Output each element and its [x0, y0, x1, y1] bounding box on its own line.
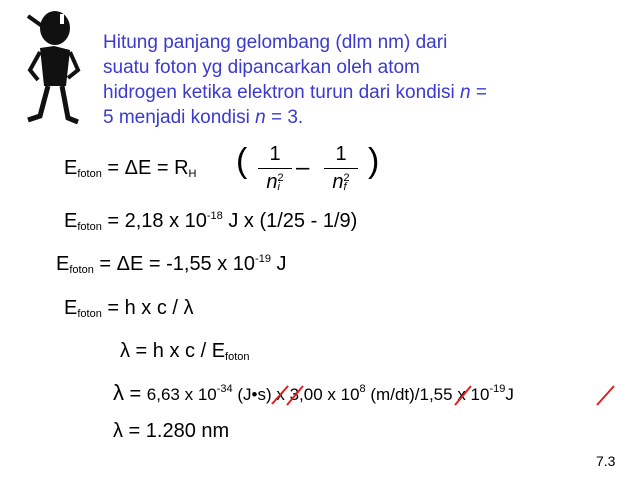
eq4-lhs-sub: foton [77, 308, 102, 320]
eq2-end: J x (1/25 - 1/9) [222, 210, 358, 232]
eq2-exponent: -18 [206, 210, 223, 222]
eq6-planck-exp: -34 [216, 383, 233, 395]
eq6-energy: (m/dt)/1,55 x 10 [365, 385, 490, 404]
eq6-planck: 6,63 x 10 [146, 385, 217, 404]
question-line-3-text: hidrogen ketika elektron turun dari kondisi [103, 82, 460, 103]
eq1-middle: = ΔE = R [101, 157, 189, 179]
cancel-mark-dt [455, 386, 471, 405]
fraction-final-sub: f [343, 181, 347, 193]
cancel-mark-seconds [287, 386, 303, 405]
fraction-final-n: n [332, 171, 344, 193]
minus-sign: – [296, 154, 310, 181]
slide-number: 7.3 [596, 453, 616, 469]
question-line-2: suatu foton yg dipancarkan oleh atom [103, 57, 420, 78]
eq6-equals: = [124, 383, 147, 405]
eq6-speed-exp: 8 [359, 383, 366, 395]
left-paren: ( [236, 142, 248, 180]
eq5-text: λ = h x c / E [120, 340, 226, 362]
eq4-lhs: E [64, 297, 78, 319]
question-line-1: Hitung panjang gelombang (dlm nm) dari [103, 32, 448, 53]
eq1-lhs: E [64, 157, 78, 179]
question-var-n: n [459, 82, 471, 103]
question-line-4-end: = 3. [265, 107, 304, 128]
fraction-final-sup: 2 [343, 172, 350, 184]
eq2-text: = 2,18 x 10 [101, 210, 207, 232]
question-line-3-end: = [470, 82, 487, 103]
eq3-text: = ΔE = -1,55 x 10 [93, 253, 256, 275]
eq5-sub: foton [225, 351, 250, 363]
eq3-lhs: E [56, 253, 70, 275]
fraction-initial-sup: 2 [277, 172, 284, 184]
eq1-lhs-sub: foton [77, 168, 102, 180]
cancel-mark-joule-2 [597, 386, 614, 405]
final-answer: λ = 1.280 nm [113, 420, 230, 442]
cancel-mark-joule [272, 386, 288, 404]
right-paren: ) [368, 142, 380, 180]
question-var-n-2: n [255, 107, 266, 128]
eq2-lhs: E [64, 210, 78, 232]
fraction-initial-numerator: 1 [269, 143, 281, 165]
eq6-speed: (J•s) x 3,00 x 10 [232, 385, 360, 404]
eq4-text: = h x c / λ [101, 297, 194, 319]
fraction-initial-sub: i [277, 181, 280, 193]
eq3-exponent: -19 [255, 253, 271, 265]
fraction-final-numerator: 1 [335, 143, 347, 165]
eq3-lhs-sub: foton [69, 264, 94, 276]
question-line-4-text: 5 menjadi kondisi [103, 107, 256, 128]
eq2-lhs-sub: foton [77, 221, 102, 233]
eq3-end: J [270, 253, 287, 275]
eq6-lambda: λ [113, 380, 124, 405]
eq6-joule: J [505, 385, 514, 404]
fraction-initial-n: n [266, 171, 278, 193]
eq1-rydberg-sub: H [188, 168, 197, 180]
eq6-energy-exp: -19 [489, 383, 506, 395]
